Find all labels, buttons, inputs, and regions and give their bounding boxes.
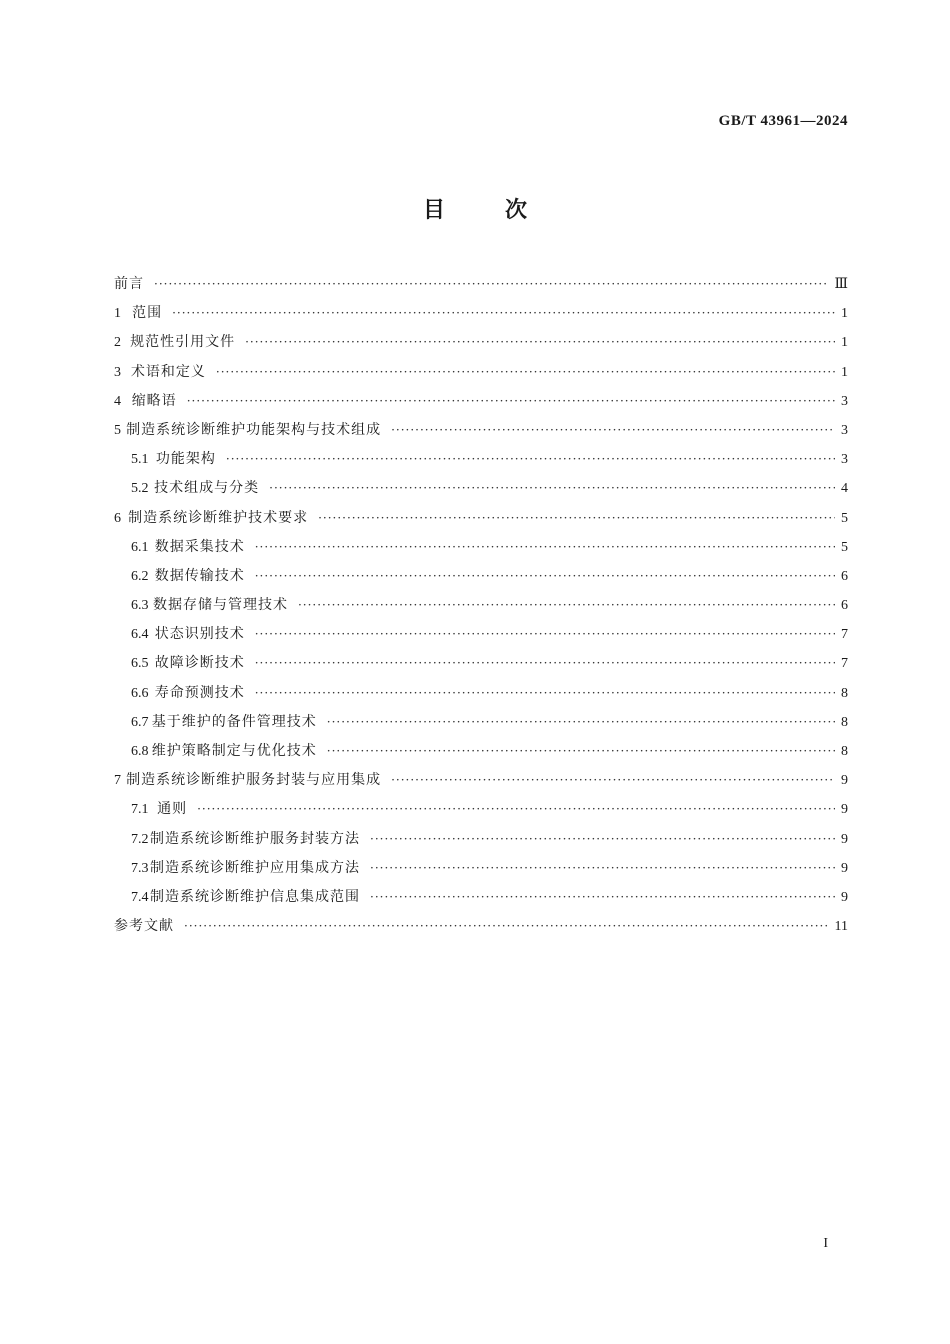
toc-entry[interactable] <box>114 445 848 474</box>
toc-entry-page: 11 <box>834 919 848 935</box>
toc-entry-title: 范围 <box>132 305 163 322</box>
toc-entry-number: 6.1 <box>131 539 149 555</box>
toc-entry-title: 故障诊断技术 <box>154 655 245 672</box>
toc-leader-dots <box>391 416 835 445</box>
toc-leader-dots <box>226 445 835 474</box>
toc-entry-page: 6 <box>841 598 848 614</box>
toc-entry[interactable] <box>114 737 848 766</box>
toc-entry-page: 9 <box>841 773 848 789</box>
toc-entry-number: 6.2 <box>131 568 149 584</box>
toc-leader-dots <box>255 562 835 591</box>
toc-entry[interactable] <box>114 766 848 795</box>
toc-entry-title: 基于维护的备件管理技术 <box>151 713 317 730</box>
toc-leader-dots <box>184 912 829 941</box>
toc-entry[interactable] <box>114 591 848 620</box>
toc-entry[interactable] <box>114 795 848 824</box>
toc-leader-dots <box>245 328 835 357</box>
toc-leader-dots <box>172 299 835 328</box>
toc-leader-dots <box>255 533 835 562</box>
toc-leader-dots <box>187 387 835 416</box>
toc-entry-page: 8 <box>841 685 848 701</box>
toc-entry-title: 寿命预测技术 <box>154 684 245 701</box>
toc-entry-number: 2 <box>114 335 121 351</box>
toc-entry[interactable] <box>114 883 848 912</box>
toc-entry-page: 3 <box>841 393 848 409</box>
toc-entry[interactable] <box>114 620 848 649</box>
toc-entry-page: 1 <box>841 306 848 322</box>
toc-entry-title: 参考文献 <box>114 918 174 935</box>
page-title <box>0 193 950 224</box>
toc-leader-dots <box>327 737 835 766</box>
toc-leader-dots <box>154 270 828 299</box>
toc-entry-title: 数据传输技术 <box>154 567 245 584</box>
toc-entry-page: 3 <box>841 422 848 438</box>
toc-entry-title: 制造系统诊断维护信息集成范围 <box>150 888 361 905</box>
toc-entry[interactable] <box>114 533 848 562</box>
toc-entry-page: 4 <box>841 481 848 497</box>
toc-entry-number: 4 <box>114 393 121 409</box>
toc-leader-dots <box>255 679 835 708</box>
toc-leader-dots <box>318 504 835 533</box>
toc-entry-number: 3 <box>114 364 121 380</box>
toc-entry[interactable] <box>114 504 848 533</box>
toc-entry-page: 9 <box>841 889 848 905</box>
toc-entry-page: 1 <box>841 335 848 351</box>
toc-entry-page: 5 <box>841 510 848 526</box>
toc-entry-title: 规范性引用文件 <box>130 334 236 351</box>
toc-entry-number: 7.4 <box>131 889 149 905</box>
toc-entry-title: 前言 <box>114 276 144 292</box>
page-number: I <box>823 1236 828 1251</box>
toc-entry[interactable] <box>114 854 848 883</box>
toc-entry-number: 6.4 <box>131 627 149 643</box>
toc-entry-number: 6.3 <box>131 598 149 614</box>
toc-entry[interactable] <box>114 649 848 678</box>
toc-entry-number: 6.5 <box>131 656 149 672</box>
toc-entry-page: 9 <box>841 831 848 847</box>
toc-entry-title: 数据存储与管理技术 <box>152 597 288 614</box>
toc-leader-dots <box>370 825 835 854</box>
toc-entry-title: 数据采集技术 <box>154 538 245 555</box>
toc-leader-dots <box>391 766 835 795</box>
toc-entry-page: 8 <box>841 744 848 759</box>
toc-leader-dots <box>255 620 835 649</box>
toc-entry[interactable] <box>114 825 848 854</box>
toc-leader-dots <box>370 854 835 883</box>
toc-leader-dots <box>255 649 835 678</box>
toc-entry-number: 7.2 <box>131 831 149 847</box>
table-of-contents <box>114 270 848 941</box>
toc-entry-title: 制造系统诊断维护功能架构与技术组成 <box>126 421 382 438</box>
toc-entry-number: 7.3 <box>131 860 149 876</box>
toc-entry-page: 9 <box>841 860 848 876</box>
toc-entry[interactable] <box>114 474 848 503</box>
toc-entry-page: 6 <box>841 568 848 584</box>
toc-leader-dots <box>269 474 835 503</box>
toc-entry-number: 6 <box>114 510 121 526</box>
toc-entry-page: 5 <box>841 539 848 555</box>
page-title-char-1: 目 <box>422 198 445 223</box>
toc-entry-title: 制造系统诊断维护技术要求 <box>128 509 309 526</box>
standard-number: GB/T 43961—2024 <box>718 113 848 129</box>
toc-entry-title: 通则 <box>157 801 188 818</box>
toc-entry-number: 1 <box>114 306 121 322</box>
toc-entry[interactable] <box>114 299 848 328</box>
toc-entry[interactable] <box>114 328 848 357</box>
toc-leader-dots <box>216 358 835 387</box>
toc-entry[interactable] <box>114 912 848 941</box>
toc-leader-dots <box>197 795 835 824</box>
toc-entry[interactable] <box>114 416 848 445</box>
toc-entry[interactable] <box>114 562 848 591</box>
toc-entry-page: 7 <box>841 656 848 672</box>
toc-leader-dots <box>327 708 835 737</box>
toc-entry[interactable] <box>114 270 848 299</box>
toc-entry-title: 技术组成与分类 <box>154 480 260 497</box>
toc-entry-title: 制造系统诊断维护服务封装方法 <box>150 830 361 847</box>
toc-entry-title: 制造系统诊断维护服务封装与应用集成 <box>126 772 382 789</box>
toc-entry-number: 6.8 <box>131 744 149 759</box>
toc-entry[interactable] <box>114 358 848 387</box>
toc-entry-title: 维护策略制定与优化技术 <box>151 743 317 759</box>
toc-entry-title: 缩略语 <box>131 392 177 409</box>
toc-entry-page: 9 <box>841 802 848 818</box>
toc-entry-number: 5.2 <box>131 481 149 497</box>
toc-entry-page: 3 <box>841 452 848 468</box>
toc-leader-dots <box>298 591 835 620</box>
page-title-char-2: 次 <box>505 198 528 223</box>
toc-entry-title: 术语和定义 <box>130 363 206 380</box>
toc-entry[interactable] <box>114 708 848 737</box>
toc-entry-number: 7.1 <box>131 802 149 818</box>
toc-entry-title: 功能架构 <box>155 451 216 468</box>
toc-entry-number: 6.6 <box>131 685 149 701</box>
toc-entry-number: 6.7 <box>131 714 149 730</box>
toc-entry-page: 1 <box>841 364 848 380</box>
toc-entry-title: 状态识别技术 <box>154 626 245 643</box>
toc-entry-number: 5.1 <box>131 452 149 468</box>
toc-entry-page: 8 <box>841 714 848 730</box>
toc-entry-number: 7 <box>114 773 121 789</box>
toc-entry-number: 5 <box>114 422 121 438</box>
toc-entry-page: Ⅲ <box>834 277 848 292</box>
toc-entry-title: 制造系统诊断维护应用集成方法 <box>150 859 361 876</box>
toc-entry-page: 7 <box>841 627 848 643</box>
toc-entry[interactable] <box>114 679 848 708</box>
toc-entry[interactable] <box>114 387 848 416</box>
toc-leader-dots <box>370 883 835 912</box>
